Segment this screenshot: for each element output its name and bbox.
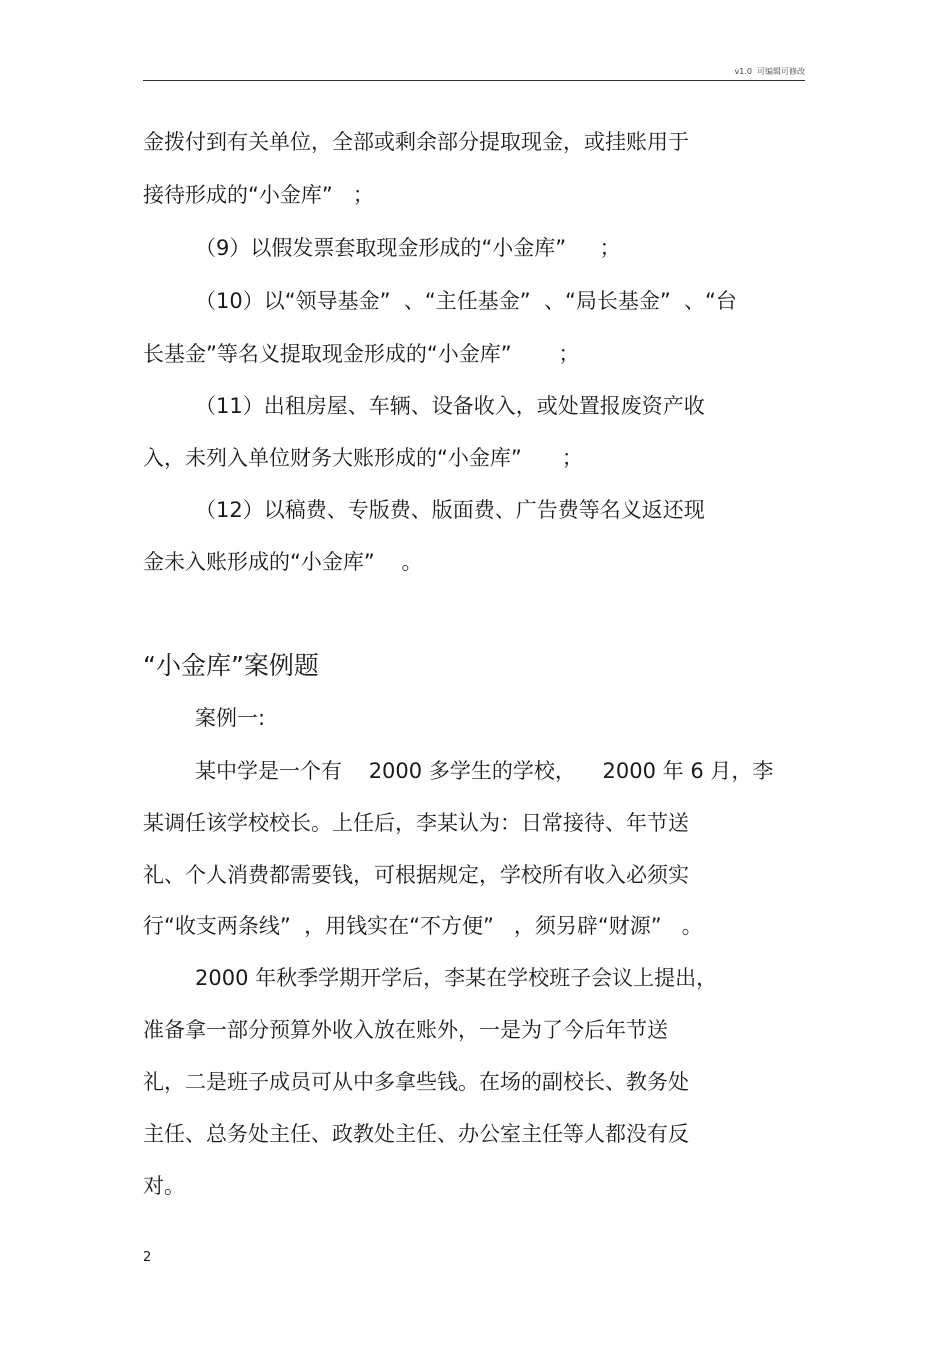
case-line-3: 某调任该学校校长。上任后，李某认为：日常接待、年节送	[143, 811, 689, 835]
body-line-3: （9）以假发票套取现金形成的“小金库” ；	[195, 236, 621, 260]
body-line-2: 接待形成的“小金库” ；	[143, 183, 374, 207]
body-line-1: 金拨付到有关单位，全部或剩余部分提取现金，或挂账用于	[143, 130, 689, 154]
case-line-8: 礼，二是班子成员可从中多拿些钱。在场的副校长、教务处	[143, 1070, 689, 1094]
body-line-7: 入，未列入单位财务大账形成的“小金库” ；	[143, 446, 583, 470]
case-line-6: 2000 年秋季学期开学后，李某在学校班子会议上提出，	[195, 966, 718, 990]
case-line-2: 某中学是一个有 2000 多学生的学校， 2000 年 6 月，李	[195, 759, 774, 783]
body-line-8: （12）以稿费、专版费、版面费、广告费等名义返还现	[195, 498, 705, 522]
header-rule	[143, 80, 805, 81]
case-line-4: 礼、个人消费都需要钱，可根据规定，学校所有收入必须实	[143, 863, 689, 887]
body-line-5: 长基金”等名义提取现金形成的“小金库” ；	[143, 342, 580, 366]
body-line-9: 金未入账形成的“小金库” 。	[143, 550, 423, 574]
case-line-1: 案例一:	[195, 706, 266, 730]
body-line-6: （11）出租房屋、车辆、设备收入，或处置报废资产收	[195, 394, 705, 418]
page-number: 2	[143, 1250, 152, 1265]
body-line-4: （10）以“领导基金” 、“主任基金” 、“局长基金” 、“台	[195, 289, 737, 313]
header-version-label: v1.0 可编辑可修改	[734, 67, 805, 76]
case-line-9: 主任、总务处主任、政教处主任、办公室主任等人都没有反	[143, 1122, 689, 1146]
case-line-10: 对。	[143, 1174, 185, 1198]
case-line-7: 准备拿一部分预算外收入放在账外，一是为了今后年节送	[143, 1018, 668, 1042]
case-line-5: 行“收支两条线” ，用钱实在“不方便” ，须另辟“财源” 。	[143, 914, 703, 938]
section-heading: “小金库”案例题	[143, 651, 319, 680]
